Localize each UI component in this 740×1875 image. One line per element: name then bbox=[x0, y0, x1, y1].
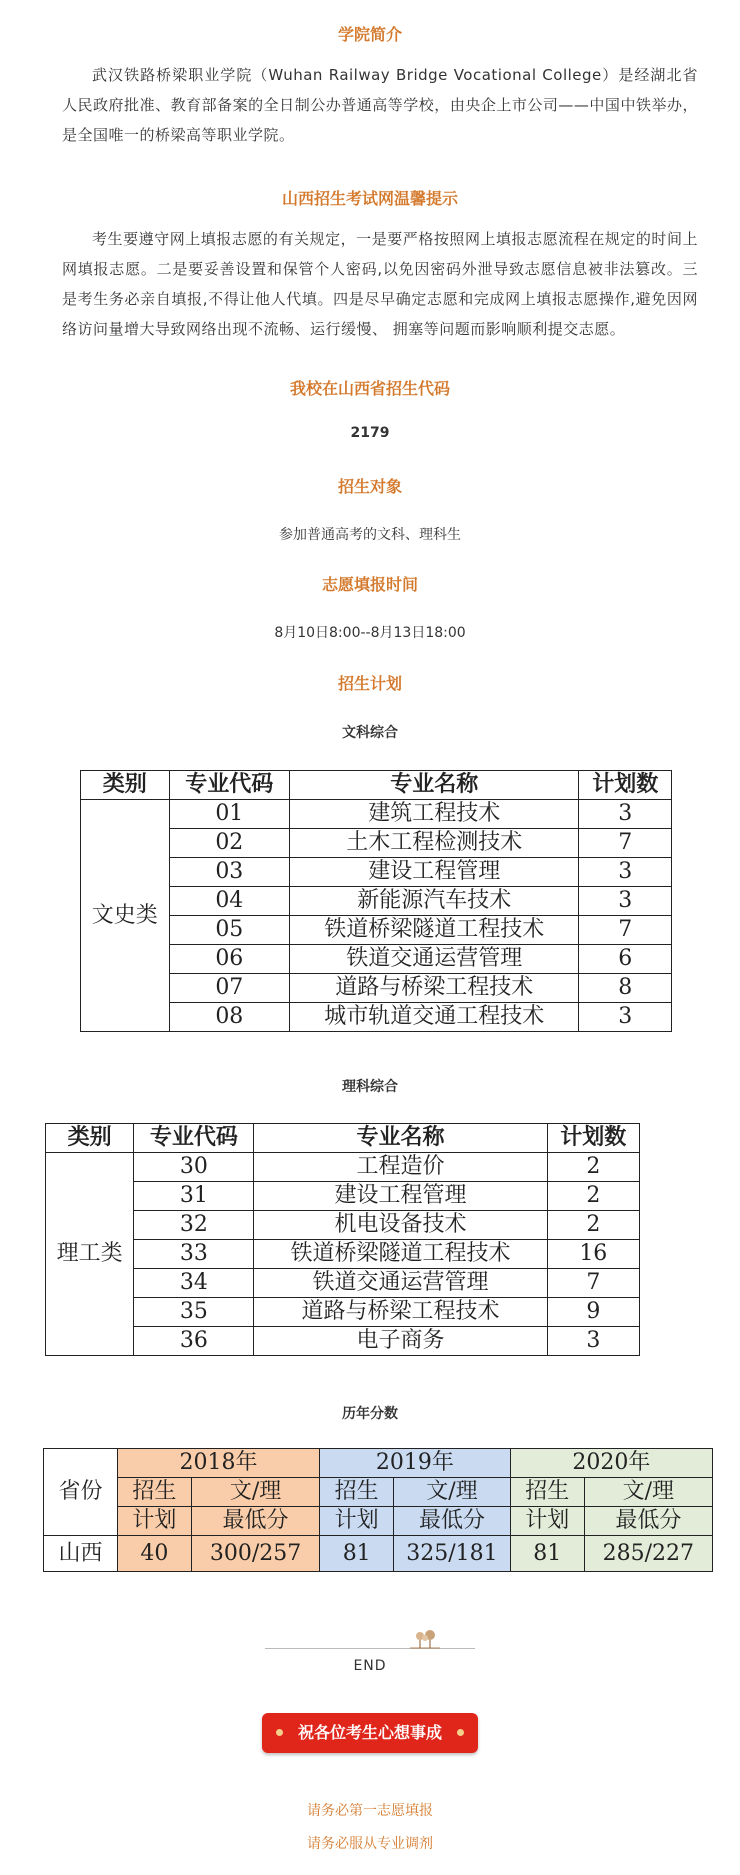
table-row bbox=[46, 1269, 640, 1298]
arts-table-title: 文科综合 bbox=[342, 725, 398, 741]
major-cell: 建设工程管理 bbox=[290, 858, 579, 887]
history-score-table bbox=[43, 1448, 713, 1572]
year-2019-header: 2019年 bbox=[320, 1449, 511, 1478]
score-subheader: 最低分 bbox=[191, 1507, 319, 1536]
intro-text: 武汉铁路桥梁职业学院（Wuhan Railway Bridge Vocational College）是经湖北省人民政府批准、教育部备案的全日制公办普通高等学校，由央企上市公司——中国中铁举办，是全国唯一的桥梁高等职业学院。 bbox=[62, 66, 698, 144]
province-header: 省份 bbox=[44, 1449, 118, 1536]
table-row bbox=[81, 829, 672, 858]
code-cell: 31 bbox=[134, 1182, 254, 1211]
score-subheader: 文/理 bbox=[394, 1478, 510, 1507]
table-row bbox=[81, 945, 672, 974]
quota-cell: 9 bbox=[547, 1298, 639, 1327]
score-subheader: 最低分 bbox=[394, 1507, 510, 1536]
tips-heading: 山西招生考试网温馨提示 bbox=[281, 189, 458, 208]
footer-note-first-choice: 请务必第一志愿填报 bbox=[307, 1803, 433, 1819]
year-2020-header: 2020年 bbox=[510, 1449, 712, 1478]
quota-cell: 8 bbox=[579, 974, 672, 1003]
major-cell: 城市轨道交通工程技术 bbox=[290, 1003, 579, 1032]
wish-text: 祝各位考生心想事成 bbox=[297, 1723, 442, 1742]
col-category: 类别 bbox=[46, 1124, 134, 1153]
table-subheader-row bbox=[44, 1478, 713, 1507]
major-cell: 建筑工程技术 bbox=[290, 800, 579, 829]
footer-note-adjustment: 请务必服从专业调剂 bbox=[307, 1836, 433, 1852]
quota-cell: 3 bbox=[547, 1327, 639, 1356]
table-row bbox=[81, 1003, 672, 1032]
table-row bbox=[81, 887, 672, 916]
quota-cell: 7 bbox=[547, 1269, 639, 1298]
table-row bbox=[46, 1327, 640, 1356]
time-heading: 志愿填报时间 bbox=[321, 575, 418, 594]
score-subheader: 文/理 bbox=[191, 1478, 319, 1507]
end-label: END bbox=[353, 1658, 387, 1674]
table-row bbox=[46, 1182, 640, 1211]
score-subheader: 最低分 bbox=[584, 1507, 712, 1536]
code-cell: 02 bbox=[169, 829, 289, 858]
quota-cell: 2 bbox=[547, 1153, 639, 1182]
history-table-title: 历年分数 bbox=[342, 1406, 398, 1422]
major-cell: 新能源汽车技术 bbox=[290, 887, 579, 916]
col-major: 专业名称 bbox=[290, 771, 579, 800]
plan-subheader: 计划 bbox=[510, 1507, 584, 1536]
plan-heading: 招生计划 bbox=[337, 674, 402, 693]
major-cell: 铁道交通运营管理 bbox=[290, 945, 579, 974]
col-quota: 计划数 bbox=[547, 1124, 639, 1153]
code-cell: 30 bbox=[134, 1153, 254, 1182]
right-dot-icon bbox=[457, 1729, 464, 1736]
major-cell: 道路与桥梁工程技术 bbox=[254, 1298, 547, 1327]
major-cell: 土木工程检测技术 bbox=[290, 829, 579, 858]
quota-cell: 3 bbox=[579, 858, 672, 887]
plan-subheader: 计划 bbox=[117, 1507, 191, 1536]
quota-cell: 6 bbox=[579, 945, 672, 974]
table-header-row bbox=[44, 1449, 713, 1478]
table-row bbox=[46, 1240, 640, 1269]
code-cell: 35 bbox=[134, 1298, 254, 1327]
major-cell: 建设工程管理 bbox=[254, 1182, 547, 1211]
plan-cell: 81 bbox=[320, 1536, 394, 1572]
target-heading: 招生对象 bbox=[337, 477, 402, 496]
code-cell: 04 bbox=[169, 887, 289, 916]
year-2018-header: 2018年 bbox=[117, 1449, 319, 1478]
major-cell: 工程造价 bbox=[254, 1153, 547, 1182]
time-text: 8月10日8:00--8月13日18:00 bbox=[274, 625, 466, 641]
score-cell: 300/257 bbox=[191, 1536, 319, 1572]
table-row bbox=[81, 916, 672, 945]
code-cell: 33 bbox=[134, 1240, 254, 1269]
table-row bbox=[46, 1153, 640, 1182]
code-cell: 32 bbox=[134, 1211, 254, 1240]
table-row bbox=[46, 1298, 640, 1327]
code-cell: 03 bbox=[169, 858, 289, 887]
table-row bbox=[81, 858, 672, 887]
table-row bbox=[81, 800, 672, 829]
plan-cell: 81 bbox=[510, 1536, 584, 1572]
end-divider bbox=[265, 1648, 475, 1649]
table-row bbox=[44, 1536, 713, 1572]
quota-cell: 3 bbox=[579, 800, 672, 829]
left-dot-icon bbox=[276, 1729, 283, 1736]
major-cell: 机电设备技术 bbox=[254, 1211, 547, 1240]
science-table-title: 理科综合 bbox=[342, 1079, 398, 1095]
quota-cell: 7 bbox=[579, 829, 672, 858]
arts-plan-table bbox=[80, 770, 672, 1032]
quota-cell: 7 bbox=[579, 916, 672, 945]
enrollment-code: 2179 bbox=[350, 425, 390, 441]
code-cell: 36 bbox=[134, 1327, 254, 1356]
quota-cell: 2 bbox=[547, 1211, 639, 1240]
table-subheader-row bbox=[44, 1507, 713, 1536]
plan-subheader: 招生 bbox=[320, 1478, 394, 1507]
quota-cell: 2 bbox=[547, 1182, 639, 1211]
code-cell: 08 bbox=[169, 1003, 289, 1032]
major-cell: 道路与桥梁工程技术 bbox=[290, 974, 579, 1003]
code-cell: 01 bbox=[169, 800, 289, 829]
code-cell: 34 bbox=[134, 1269, 254, 1298]
major-cell: 铁道交通运营管理 bbox=[254, 1269, 547, 1298]
science-plan-table bbox=[45, 1123, 640, 1356]
quota-cell: 16 bbox=[547, 1240, 639, 1269]
table-row bbox=[46, 1211, 640, 1240]
quota-cell: 3 bbox=[579, 887, 672, 916]
table-row bbox=[81, 974, 672, 1003]
col-major: 专业名称 bbox=[254, 1124, 547, 1153]
plan-cell: 40 bbox=[117, 1536, 191, 1572]
province-cell: 山西 bbox=[44, 1536, 118, 1572]
major-cell: 铁道桥梁隧道工程技术 bbox=[254, 1240, 547, 1269]
plan-subheader: 计划 bbox=[320, 1507, 394, 1536]
intro-heading: 学院简介 bbox=[337, 25, 402, 44]
table-header-row bbox=[81, 771, 672, 800]
major-cell: 电子商务 bbox=[254, 1327, 547, 1356]
col-code: 专业代码 bbox=[169, 771, 289, 800]
code-cell: 07 bbox=[169, 974, 289, 1003]
col-category: 类别 bbox=[81, 771, 170, 800]
plan-subheader: 招生 bbox=[117, 1478, 191, 1507]
major-cell: 铁道桥梁隧道工程技术 bbox=[290, 916, 579, 945]
target-text: 参加普通高考的文科、理科生 bbox=[279, 527, 461, 543]
tree-icon bbox=[410, 1628, 440, 1650]
wish-banner bbox=[262, 1713, 478, 1753]
col-code: 专业代码 bbox=[134, 1124, 254, 1153]
score-cell: 285/227 bbox=[584, 1536, 712, 1572]
code-cell: 06 bbox=[169, 945, 289, 974]
code-cell: 05 bbox=[169, 916, 289, 945]
score-subheader: 文/理 bbox=[584, 1478, 712, 1507]
plan-subheader: 招生 bbox=[510, 1478, 584, 1507]
category-cell: 文史类 bbox=[81, 800, 170, 1032]
score-cell: 325/181 bbox=[394, 1536, 510, 1572]
table-header-row bbox=[46, 1124, 640, 1153]
col-quota: 计划数 bbox=[579, 771, 672, 800]
category-cell: 理工类 bbox=[46, 1153, 134, 1356]
tips-text: 考生要遵守网上填报志愿的有关规定，一是要严格按照网上填报志愿流程在规定的时间上网填报志愿。二是要妥善设置和保管个人密码,以免因密码外泄导致志愿信息被非法篡改。三是考生务必亲自填报,不得让他人代填。四是尽早确定志愿和完成网上填报志愿操作,避免因网络访问量增大导致网络出现不流畅、运行缓慢、 拥塞等问题而影响顺利提交志愿。 bbox=[62, 230, 698, 338]
quota-cell: 3 bbox=[579, 1003, 672, 1032]
code-heading: 我校在山西省招生代码 bbox=[289, 379, 450, 398]
